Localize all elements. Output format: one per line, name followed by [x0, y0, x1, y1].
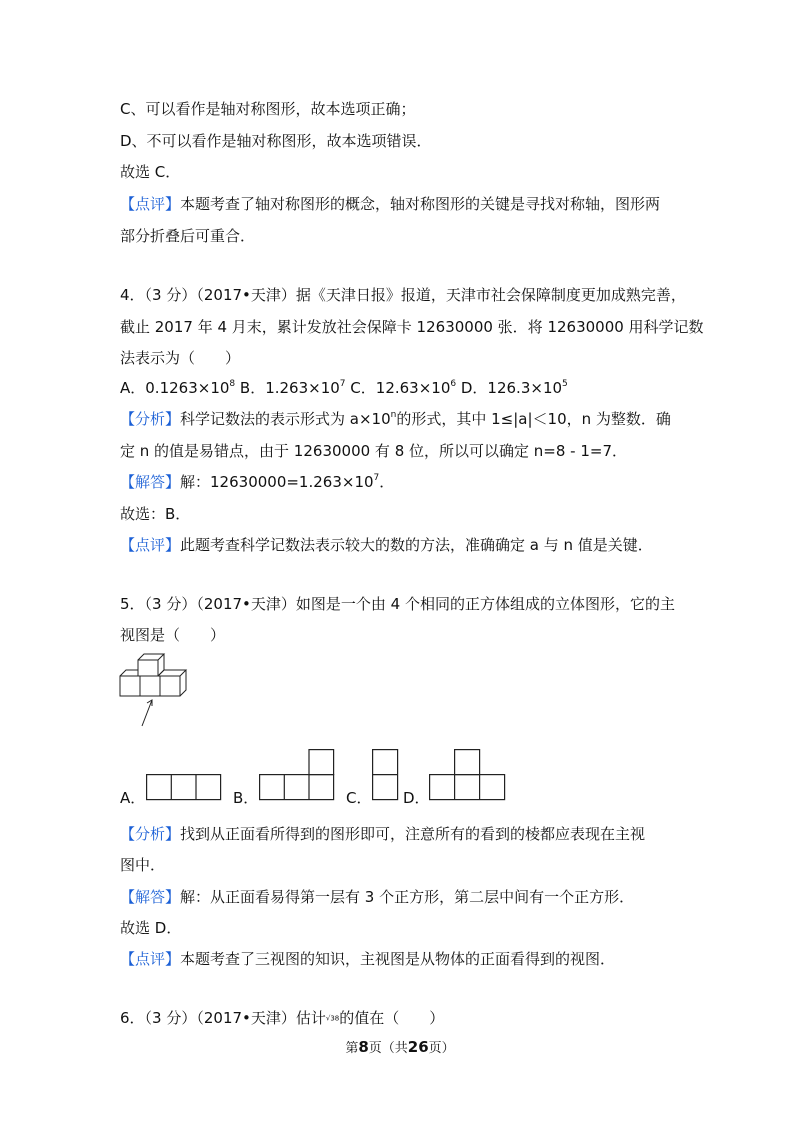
answer-end: ．	[379, 473, 395, 491]
q6-stem-end: 的值在（ ）	[339, 1009, 445, 1027]
page-number: 8	[358, 1038, 369, 1056]
q4-analysis: 定 n 的值是易错点，由于 12630000 有 8 位，所以可以确定 n=8 - 1=7．	[120, 442, 627, 460]
exponent: n	[390, 410, 397, 420]
option-d-label: D．	[403, 789, 430, 807]
answer-tag: 【解答】	[120, 888, 181, 906]
analysis-tag: 【分析】	[120, 825, 181, 843]
q4-analysis	[120, 409, 671, 429]
text-line: 部分折叠后可重合．	[120, 227, 256, 245]
text-line: C、可以看作是轴对称图形，故本选项正确；	[120, 100, 416, 118]
q5-analysis: 图中．	[120, 856, 166, 874]
q4-stem: 4．（3 分）（2017•天津）据《天津日报》报道，天津市社会保障制度更加成熟完善，	[120, 286, 686, 304]
q5-comment	[120, 949, 615, 969]
q4-options	[120, 378, 568, 398]
exponent: 5	[562, 379, 568, 389]
comment-tag: 【点评】	[120, 195, 181, 213]
q4-comment	[120, 535, 653, 555]
total-pages: 26	[407, 1038, 429, 1056]
option-b-figure	[259, 749, 335, 801]
exponent: 6	[450, 379, 457, 389]
page-footer	[0, 1037, 800, 1056]
exponent: 8	[229, 379, 236, 389]
q5-stem: 视图是（ ）	[120, 626, 226, 644]
q6-stem	[120, 1008, 444, 1029]
cube-solid-figure	[118, 650, 193, 730]
analysis-text: 找到从正面看所得到的图形即可，注意所有的看到的棱都应表现在主视	[180, 825, 646, 843]
text-line: 故选 C．	[120, 163, 181, 181]
comment-tag: 【点评】	[120, 536, 181, 554]
exponent: 7	[373, 473, 380, 483]
comment-text: 此题考查科学记数法表示较大的数的方法，准确确定 a 与 n 值是关键．	[180, 536, 653, 554]
option-d: D．126.3×10	[456, 379, 563, 397]
q5-choose: 故选 D．	[120, 919, 182, 937]
sqrt-glyph: √38	[325, 1014, 340, 1023]
q4-choose: 故选：B．	[120, 505, 191, 523]
analysis-text: 的形式，其中 1≤|a|＜10，n 为整数．确	[396, 410, 671, 428]
answer-text: 解：12630000=1.263×10	[180, 473, 374, 491]
answer-text: 解：从正面看易得第一层有 3 个正方形，第二层中间有一个正方形．	[180, 888, 635, 906]
exponent: 7	[339, 379, 346, 389]
footer-text: 第	[345, 1041, 359, 1056]
q5-answer	[120, 887, 634, 907]
q6-stem-text: 6．（3 分）（2017•天津）估计	[120, 1009, 326, 1027]
q4-stem: 法表示为（ ）	[120, 349, 241, 367]
q4-answer	[120, 472, 394, 492]
q4-stem: 截止 2017 年 4 月末，累计发放社会保障卡 12630000 张．将 12630000 用科学记数	[120, 318, 704, 336]
q5-stem: 5．（3 分）（2017•天津）如图是一个由 4 个相同的正方体组成的立体图形，它的主	[120, 595, 675, 613]
text-line: D、不可以看作是轴对称图形，故本选项错误．	[120, 132, 432, 150]
option-c-figure	[372, 749, 399, 801]
option-d-figure	[429, 749, 507, 801]
footer-text: 页（共	[368, 1041, 408, 1056]
footer-text: 页）	[428, 1041, 455, 1056]
analysis-text: 科学记数法的表示形式为 a×10	[180, 410, 391, 428]
analysis-tag: 【分析】	[120, 410, 181, 428]
comment-tag: 【点评】	[120, 950, 181, 968]
comment-text: 本题考查了三视图的知识，主视图是从物体的正面看得到的视图．	[180, 950, 616, 968]
option-a-label: A．	[120, 789, 146, 807]
option-b-label: B．	[233, 789, 259, 807]
comment-text: 本题考查了轴对称图形的概念，轴对称图形的关键是寻找对称轴，图形两	[180, 195, 661, 213]
q3-comment-line	[120, 194, 660, 214]
option-a-figure	[146, 774, 222, 801]
option-b: B．1.263×10	[235, 379, 340, 397]
answer-tag: 【解答】	[120, 473, 181, 491]
option-c-label: C．	[346, 789, 372, 807]
q5-analysis	[120, 824, 645, 844]
option-c: C．12.63×10	[345, 379, 451, 397]
option-a: A．0.1263×10	[120, 379, 230, 397]
